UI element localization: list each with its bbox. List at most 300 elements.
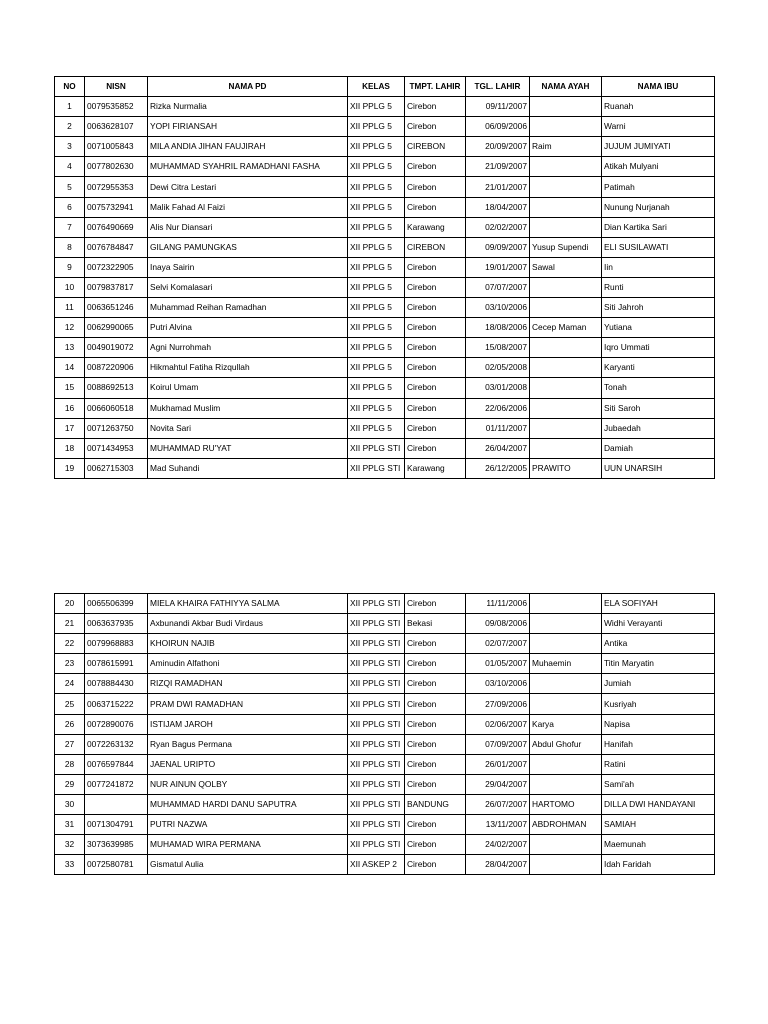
cell-no: 7 — [55, 217, 85, 237]
cell-tmpt-lahir: Cirebon — [405, 594, 466, 614]
cell-kelas: XII PPLG STI — [348, 794, 405, 814]
cell-nama-pd: MIELA KHAIRA FATHIYYA SALMA — [148, 594, 348, 614]
header-nama-ibu: NAMA IBU — [602, 77, 715, 97]
cell-nisn: 3073639985 — [85, 835, 148, 855]
cell-nisn: 0087220906 — [85, 358, 148, 378]
cell-no: 16 — [55, 398, 85, 418]
table-row — [55, 117, 715, 137]
cell-tmpt-lahir: Cirebon — [405, 754, 466, 774]
cell-nama-ayah — [530, 358, 602, 378]
table-row — [55, 614, 715, 634]
cell-nama-pd: Aminudin Alfathoni — [148, 654, 348, 674]
cell-nama-pd: Inaya Sairin — [148, 257, 348, 277]
cell-nama-pd: GILANG PAMUNGKAS — [148, 237, 348, 257]
cell-nama-ibu: Patimah — [602, 177, 715, 197]
cell-kelas: XII PPLG STI — [348, 714, 405, 734]
cell-nama-ibu: Sami'ah — [602, 774, 715, 794]
cell-tmpt-lahir: Cirebon — [405, 277, 466, 297]
cell-tmpt-lahir: Cirebon — [405, 197, 466, 217]
cell-kelas: XII PPLG STI — [348, 594, 405, 614]
cell-nama-pd: PRAM DWI RAMADHAN — [148, 694, 348, 714]
cell-nama-ayah — [530, 634, 602, 654]
cell-nama-ayah — [530, 338, 602, 358]
cell-no: 3 — [55, 137, 85, 157]
header-no: NO — [55, 77, 85, 97]
cell-no: 10 — [55, 277, 85, 297]
cell-nisn: 0079535852 — [85, 97, 148, 117]
cell-kelas: XII PPLG STI — [348, 835, 405, 855]
cell-nisn: 0088692513 — [85, 378, 148, 398]
cell-no: 23 — [55, 654, 85, 674]
cell-tgl-lahir: 29/04/2007 — [466, 774, 530, 794]
cell-kelas: XII PPLG 5 — [348, 358, 405, 378]
cell-nama-pd: Axbunandi Akbar Budi Virdaus — [148, 614, 348, 634]
cell-nisn: 0071005843 — [85, 137, 148, 157]
cell-nama-ibu: Iin — [602, 257, 715, 277]
cell-nama-pd: Mad Suhandi — [148, 458, 348, 478]
cell-nama-ayah: Karya — [530, 714, 602, 734]
header-tmpt-lahir: TMPT. LAHIR — [405, 77, 466, 97]
cell-tmpt-lahir: Karawang — [405, 217, 466, 237]
cell-nama-ayah — [530, 97, 602, 117]
table-row — [55, 398, 715, 418]
cell-no: 32 — [55, 835, 85, 855]
table-row — [55, 177, 715, 197]
cell-nama-pd: Muhammad Reihan Ramadhan — [148, 298, 348, 318]
cell-nama-pd: Agni Nurrohmah — [148, 338, 348, 358]
cell-kelas: XII PPLG 5 — [348, 217, 405, 237]
cell-no: 28 — [55, 754, 85, 774]
cell-no: 31 — [55, 815, 85, 835]
cell-no: 26 — [55, 714, 85, 734]
cell-nama-ayah — [530, 774, 602, 794]
cell-kelas: XII PPLG 5 — [348, 398, 405, 418]
cell-nama-ibu: Kusriyah — [602, 694, 715, 714]
cell-kelas: XII PPLG STI — [348, 438, 405, 458]
cell-nama-ibu: Warni — [602, 117, 715, 137]
cell-tmpt-lahir: Cirebon — [405, 714, 466, 734]
cell-tgl-lahir: 11/11/2006 — [466, 594, 530, 614]
table-row — [55, 458, 715, 478]
cell-tmpt-lahir: Cirebon — [405, 418, 466, 438]
cell-no: 12 — [55, 318, 85, 338]
cell-tmpt-lahir: Cirebon — [405, 378, 466, 398]
cell-nama-ibu: Siti Saroh — [602, 398, 715, 418]
cell-kelas: XII PPLG 5 — [348, 378, 405, 398]
cell-nama-ibu: Widhi Verayanti — [602, 614, 715, 634]
cell-nama-pd: Ryan Bagus Permana — [148, 734, 348, 754]
cell-tgl-lahir: 27/09/2006 — [466, 694, 530, 714]
cell-nama-ayah: HARTOMO — [530, 794, 602, 814]
table-row — [55, 815, 715, 835]
cell-nama-pd: Malik Fahad Al Faizi — [148, 197, 348, 217]
cell-nama-ibu: Ratini — [602, 754, 715, 774]
cell-tgl-lahir: 02/02/2007 — [466, 217, 530, 237]
cell-nama-ayah — [530, 754, 602, 774]
cell-tmpt-lahir: Bekasi — [405, 614, 466, 634]
cell-no: 17 — [55, 418, 85, 438]
cell-nama-pd: Dewi Citra Lestari — [148, 177, 348, 197]
cell-kelas: XII PPLG 5 — [348, 418, 405, 438]
table-row — [55, 774, 715, 794]
table-row — [55, 794, 715, 814]
table-row — [55, 734, 715, 754]
cell-no: 24 — [55, 674, 85, 694]
cell-tgl-lahir: 03/10/2006 — [466, 298, 530, 318]
cell-nama-ayah: Cecep Maman — [530, 318, 602, 338]
cell-kelas: XII PPLG 5 — [348, 338, 405, 358]
cell-nisn: 0065506399 — [85, 594, 148, 614]
cell-nama-ibu: Iqro Ummati — [602, 338, 715, 358]
cell-nama-ayah: Raim — [530, 137, 602, 157]
cell-tmpt-lahir: Cirebon — [405, 398, 466, 418]
cell-nama-pd: RIZQI RAMADHAN — [148, 674, 348, 694]
cell-nisn: 0049019072 — [85, 338, 148, 358]
table-row — [55, 277, 715, 297]
cell-nama-pd: Novita Sari — [148, 418, 348, 438]
cell-nama-pd: MUHAMMAD HARDI DANU SAPUTRA — [148, 794, 348, 814]
cell-nisn: 0072580781 — [85, 855, 148, 875]
cell-no: 11 — [55, 298, 85, 318]
student-table-1 — [54, 76, 715, 479]
table-row — [55, 674, 715, 694]
cell-tmpt-lahir: Cirebon — [405, 117, 466, 137]
cell-nama-pd: MUHAMAD WIRA PERMANA — [148, 835, 348, 855]
cell-kelas: XII PPLG 5 — [348, 237, 405, 257]
table-row — [55, 378, 715, 398]
table-row — [55, 197, 715, 217]
cell-nama-ayah: Abdul Ghofur — [530, 734, 602, 754]
cell-nama-ibu: Atikah Mulyani — [602, 157, 715, 177]
table-row — [55, 217, 715, 237]
cell-tmpt-lahir: Cirebon — [405, 674, 466, 694]
table-row — [55, 855, 715, 875]
cell-nama-ayah: Yusup Supendi — [530, 237, 602, 257]
cell-tgl-lahir: 20/09/2007 — [466, 137, 530, 157]
cell-kelas: XII ASKEP 2 — [348, 855, 405, 875]
cell-kelas: XII PPLG STI — [348, 815, 405, 835]
cell-tgl-lahir: 06/09/2006 — [466, 117, 530, 137]
cell-kelas: XII PPLG STI — [348, 774, 405, 794]
table-row — [55, 318, 715, 338]
cell-tmpt-lahir: Cirebon — [405, 438, 466, 458]
header-nisn: NISN — [85, 77, 148, 97]
cell-kelas: XII PPLG STI — [348, 694, 405, 714]
cell-nisn: 0071304791 — [85, 815, 148, 835]
cell-nama-pd: MILA ANDIA JIHAN FAUJIRAH — [148, 137, 348, 157]
cell-nama-ayah — [530, 614, 602, 634]
cell-no: 6 — [55, 197, 85, 217]
cell-kelas: XII PPLG STI — [348, 458, 405, 478]
cell-tgl-lahir: 26/12/2005 — [466, 458, 530, 478]
cell-tgl-lahir: 09/08/2006 — [466, 614, 530, 634]
header-nama-ayah: NAMA AYAH — [530, 77, 602, 97]
cell-nisn: 0066060518 — [85, 398, 148, 418]
cell-nama-ayah — [530, 117, 602, 137]
cell-tgl-lahir: 21/09/2007 — [466, 157, 530, 177]
cell-no: 29 — [55, 774, 85, 794]
cell-tgl-lahir: 01/11/2007 — [466, 418, 530, 438]
cell-no: 30 — [55, 794, 85, 814]
cell-nama-ayah — [530, 298, 602, 318]
cell-nama-pd: KHOIRUN NAJIB — [148, 634, 348, 654]
cell-nama-pd: ISTIJAM JAROH — [148, 714, 348, 734]
cell-kelas: XII PPLG 5 — [348, 318, 405, 338]
cell-nama-ibu: Maemunah — [602, 835, 715, 855]
cell-nisn: 0062990065 — [85, 318, 148, 338]
cell-kelas: XII PPLG 5 — [348, 157, 405, 177]
cell-nama-ayah — [530, 438, 602, 458]
cell-no: 4 — [55, 157, 85, 177]
cell-nama-ayah — [530, 197, 602, 217]
table-row — [55, 298, 715, 318]
cell-nama-ayah — [530, 177, 602, 197]
cell-nama-ibu: Karyanti — [602, 358, 715, 378]
cell-no: 21 — [55, 614, 85, 634]
cell-nama-ayah — [530, 694, 602, 714]
cell-nama-pd: NUR AINUN QOLBY — [148, 774, 348, 794]
header-kelas: KELAS — [348, 77, 405, 97]
cell-nama-ibu: Jubaedah — [602, 418, 715, 438]
cell-nama-pd: Alis Nur Diansari — [148, 217, 348, 237]
cell-tmpt-lahir: Cirebon — [405, 855, 466, 875]
table-row — [55, 358, 715, 378]
cell-tgl-lahir: 19/01/2007 — [466, 257, 530, 277]
cell-tmpt-lahir: Cirebon — [405, 835, 466, 855]
cell-tmpt-lahir: Cirebon — [405, 97, 466, 117]
cell-nama-pd: Koirul Umam — [148, 378, 348, 398]
cell-nama-ayah — [530, 594, 602, 614]
cell-kelas: XII PPLG 5 — [348, 117, 405, 137]
cell-nama-ayah: Muhaemin — [530, 654, 602, 674]
cell-nama-ibu: Yutiana — [602, 318, 715, 338]
cell-tmpt-lahir: Cirebon — [405, 734, 466, 754]
table-row — [55, 754, 715, 774]
cell-tgl-lahir: 02/05/2008 — [466, 358, 530, 378]
cell-nama-ayah: PRAWITO — [530, 458, 602, 478]
cell-nama-ibu: Siti Jahroh — [602, 298, 715, 318]
table-row — [55, 338, 715, 358]
cell-nama-pd: Selvi Komalasari — [148, 277, 348, 297]
cell-nama-ibu: Damiah — [602, 438, 715, 458]
table-row — [55, 237, 715, 257]
table-row — [55, 594, 715, 614]
cell-nisn: 0077802630 — [85, 157, 148, 177]
cell-tmpt-lahir: Cirebon — [405, 654, 466, 674]
cell-nama-ayah — [530, 378, 602, 398]
cell-tgl-lahir: 21/01/2007 — [466, 177, 530, 197]
cell-nisn: 0076490669 — [85, 217, 148, 237]
cell-nama-ibu: Hanifah — [602, 734, 715, 754]
cell-nama-ibu: ELA SOFIYAH — [602, 594, 715, 614]
cell-no: 13 — [55, 338, 85, 358]
cell-kelas: XII PPLG STI — [348, 654, 405, 674]
table-row — [55, 137, 715, 157]
cell-no: 18 — [55, 438, 85, 458]
cell-tgl-lahir: 07/09/2007 — [466, 734, 530, 754]
cell-no: 20 — [55, 594, 85, 614]
table-row — [55, 418, 715, 438]
cell-nama-ibu: Idah Faridah — [602, 855, 715, 875]
cell-nama-ibu: JUJUM JUMIYATI — [602, 137, 715, 157]
cell-nama-pd: MUHAMMAD SYAHRIL RAMADHANI FASHA — [148, 157, 348, 177]
cell-tgl-lahir: 01/05/2007 — [466, 654, 530, 674]
cell-nisn: 0063715222 — [85, 694, 148, 714]
cell-nama-ibu: Jumiah — [602, 674, 715, 694]
cell-tgl-lahir: 26/07/2007 — [466, 794, 530, 814]
cell-nama-pd: MUHAMMAD RU'YAT — [148, 438, 348, 458]
table-row — [55, 97, 715, 117]
cell-nama-ibu: Napisa — [602, 714, 715, 734]
table-header-row — [55, 77, 715, 97]
cell-tgl-lahir: 15/08/2007 — [466, 338, 530, 358]
cell-nama-ibu: Antika — [602, 634, 715, 654]
cell-nama-ibu: Runti — [602, 277, 715, 297]
cell-nama-ayah — [530, 835, 602, 855]
cell-nama-pd: PUTRI NAZWA — [148, 815, 348, 835]
table-row — [55, 438, 715, 458]
cell-nama-ibu: Tonah — [602, 378, 715, 398]
header-nama-pd: NAMA PD — [148, 77, 348, 97]
cell-nama-ibu: Nunung Nurjanah — [602, 197, 715, 217]
cell-nama-pd: Rizka Nurmalia — [148, 97, 348, 117]
cell-nisn: 0076784847 — [85, 237, 148, 257]
cell-tgl-lahir: 02/07/2007 — [466, 634, 530, 654]
cell-nisn: 0072955353 — [85, 177, 148, 197]
cell-tmpt-lahir: Cirebon — [405, 298, 466, 318]
table-row — [55, 694, 715, 714]
cell-tgl-lahir: 26/01/2007 — [466, 754, 530, 774]
cell-nama-ibu: UUN UNARSIH — [602, 458, 715, 478]
cell-kelas: XII PPLG STI — [348, 734, 405, 754]
cell-no: 27 — [55, 734, 85, 754]
cell-tgl-lahir: 07/07/2007 — [466, 277, 530, 297]
cell-kelas: XII PPLG 5 — [348, 137, 405, 157]
cell-tmpt-lahir: Cirebon — [405, 774, 466, 794]
cell-nisn: 0062715303 — [85, 458, 148, 478]
cell-nama-ayah — [530, 855, 602, 875]
cell-tmpt-lahir: Cirebon — [405, 318, 466, 338]
cell-nisn: 0078884430 — [85, 674, 148, 694]
cell-tmpt-lahir: Karawang — [405, 458, 466, 478]
cell-kelas: XII PPLG 5 — [348, 257, 405, 277]
cell-tgl-lahir: 09/09/2007 — [466, 237, 530, 257]
cell-nama-pd: Hikmahtul Fatiha Rizqullah — [148, 358, 348, 378]
cell-kelas: XII PPLG 5 — [348, 197, 405, 217]
cell-tgl-lahir: 03/10/2006 — [466, 674, 530, 694]
cell-nama-ibu: DILLA DWI HANDAYANI — [602, 794, 715, 814]
cell-nisn — [85, 794, 148, 814]
cell-nama-pd: YOPI FIRIANSAH — [148, 117, 348, 137]
table-row — [55, 714, 715, 734]
cell-nama-pd: JAENAL URIPTO — [148, 754, 348, 774]
cell-nama-ibu: Titin Maryatin — [602, 654, 715, 674]
cell-no: 5 — [55, 177, 85, 197]
cell-nama-pd: Mukhamad Muslim — [148, 398, 348, 418]
cell-nama-ayah: ABDROHMAN — [530, 815, 602, 835]
cell-nama-ibu: Ruanah — [602, 97, 715, 117]
cell-kelas: XII PPLG STI — [348, 754, 405, 774]
cell-kelas: XII PPLG STI — [348, 634, 405, 654]
cell-tgl-lahir: 03/01/2008 — [466, 378, 530, 398]
cell-no: 33 — [55, 855, 85, 875]
cell-nama-ayah — [530, 674, 602, 694]
table-row — [55, 654, 715, 674]
cell-nisn: 0072890076 — [85, 714, 148, 734]
cell-no: 8 — [55, 237, 85, 257]
cell-kelas: XII PPLG 5 — [348, 298, 405, 318]
cell-nama-ayah — [530, 277, 602, 297]
cell-tgl-lahir: 13/11/2007 — [466, 815, 530, 835]
cell-kelas: XII PPLG STI — [348, 674, 405, 694]
cell-tmpt-lahir: Cirebon — [405, 694, 466, 714]
cell-nama-ayah — [530, 418, 602, 438]
cell-tmpt-lahir: CIREBON — [405, 137, 466, 157]
table-row — [55, 634, 715, 654]
cell-tmpt-lahir: Cirebon — [405, 634, 466, 654]
cell-tgl-lahir: 24/02/2007 — [466, 835, 530, 855]
table-row — [55, 157, 715, 177]
cell-nisn: 0075732941 — [85, 197, 148, 217]
cell-kelas: XII PPLG STI — [348, 614, 405, 634]
cell-no: 14 — [55, 358, 85, 378]
cell-no: 19 — [55, 458, 85, 478]
cell-nama-pd: Gismatul Aulia — [148, 855, 348, 875]
cell-nisn: 0079837817 — [85, 277, 148, 297]
cell-nisn: 0072263132 — [85, 734, 148, 754]
cell-tmpt-lahir: BANDUNG — [405, 794, 466, 814]
cell-nisn: 0079968883 — [85, 634, 148, 654]
cell-tgl-lahir: 18/08/2006 — [466, 318, 530, 338]
cell-tmpt-lahir: Cirebon — [405, 815, 466, 835]
cell-nisn: 0071434953 — [85, 438, 148, 458]
cell-kelas: XII PPLG 5 — [348, 97, 405, 117]
cell-no: 2 — [55, 117, 85, 137]
cell-no: 15 — [55, 378, 85, 398]
student-table-2 — [54, 593, 715, 875]
cell-nama-ayah: Sawal — [530, 257, 602, 277]
cell-tgl-lahir: 02/06/2007 — [466, 714, 530, 734]
cell-nama-ayah — [530, 157, 602, 177]
cell-kelas: XII PPLG 5 — [348, 177, 405, 197]
header-tgl-lahir: TGL. LAHIR — [466, 77, 530, 97]
cell-nisn: 0071263750 — [85, 418, 148, 438]
cell-nisn: 0072322905 — [85, 257, 148, 277]
cell-no: 22 — [55, 634, 85, 654]
cell-nama-ayah — [530, 217, 602, 237]
cell-tmpt-lahir: Cirebon — [405, 177, 466, 197]
cell-nisn: 0078615991 — [85, 654, 148, 674]
cell-no: 25 — [55, 694, 85, 714]
cell-nama-ibu: Dian Kartika Sari — [602, 217, 715, 237]
cell-no: 9 — [55, 257, 85, 277]
cell-kelas: XII PPLG 5 — [348, 277, 405, 297]
table-row — [55, 835, 715, 855]
cell-no: 1 — [55, 97, 85, 117]
cell-tgl-lahir: 09/11/2007 — [466, 97, 530, 117]
cell-tmpt-lahir: Cirebon — [405, 157, 466, 177]
cell-nama-ayah — [530, 398, 602, 418]
cell-nama-ibu: ELI SUSILAWATI — [602, 237, 715, 257]
cell-nisn: 0076597844 — [85, 754, 148, 774]
table-row — [55, 257, 715, 277]
cell-tmpt-lahir: Cirebon — [405, 338, 466, 358]
cell-tgl-lahir: 26/04/2007 — [466, 438, 530, 458]
cell-nisn: 0063628107 — [85, 117, 148, 137]
cell-tgl-lahir: 22/06/2006 — [466, 398, 530, 418]
cell-nisn: 0063651246 — [85, 298, 148, 318]
cell-tgl-lahir: 28/04/2007 — [466, 855, 530, 875]
